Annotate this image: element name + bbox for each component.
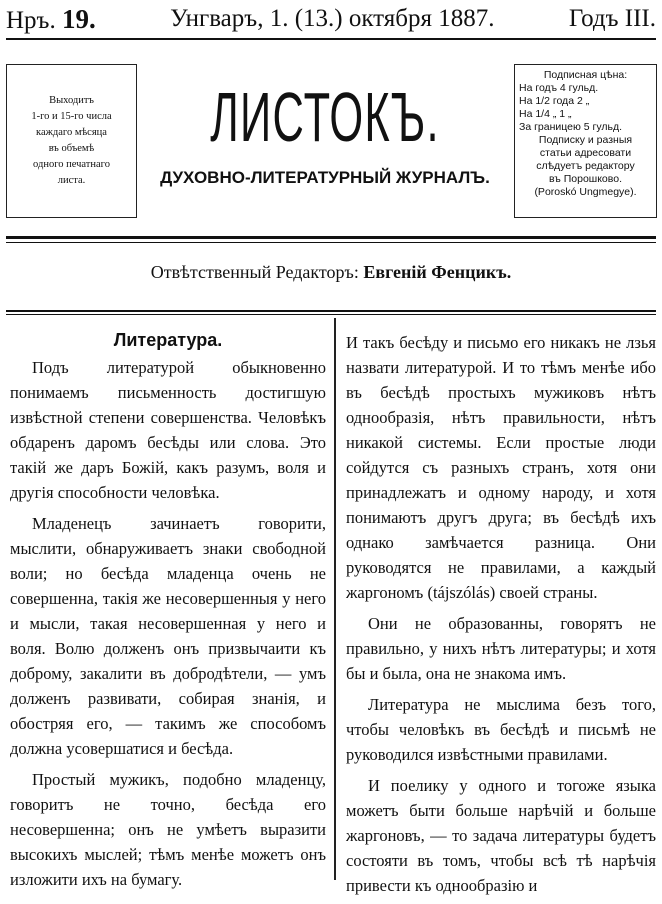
column-separator — [334, 318, 336, 880]
paragraph: Литература не мыслима безъ того, чтобы человѣкъ въ бесѣдѣ и письмѣ не руководился извѣстными правилами. — [346, 695, 656, 764]
paragraph: Они не образованны, говорятъ не правильно, у нихъ нѣтъ литературы; и хотя бы и была, она не знакома имъ. — [346, 614, 656, 683]
paragraph: Простый мужикъ, подобно младенцу, говоритъ не точно, бесѣда его несовершенна; онъ не умѣетъ выразити высокихъ мыслей; тѣмъ менѣе можетъ онъ изложити ихъ на бумагу. — [10, 770, 326, 889]
publication-info-box — [6, 64, 137, 218]
double-rule-top — [6, 236, 656, 239]
subscription-line: (Poroskó Ungmegye). — [534, 186, 637, 198]
subscription-line: Подписная цѣна: — [543, 69, 628, 81]
subscription-line: На 1/4 „ 1 „ — [519, 108, 572, 120]
double-rule-bottom — [6, 242, 656, 243]
editor-label: Отвѣтственный Редакторъ: — [150, 262, 359, 282]
subscription-line: На годъ 4 гульд. — [519, 82, 599, 94]
paragraph: И такъ бесѣду и письмо его никакъ не лзья назвати литературой. И то тѣмъ менѣе ибо въ бесѣдѣ простыхъ мужиковъ нѣтъ однообразія, нѣтъ правильности, нѣтъ никакой системы. Если простые люди сойдутся съ разныхъ странъ, хотя они принадлежатъ и одному народу, и хотя понимаютъ другъ друга; въ бесѣдѣ ихъ однако замѣчается разница. Они руководятся не правилами, а каждый жаргономъ (tájszólás) своей страны. — [346, 333, 656, 602]
editor-name: Евгеній Фенцикъ. — [363, 262, 512, 282]
paragraph: Подъ литературой обыкновенно понимаемъ письменность достигшую извѣстной степени совершенства. Человѣкъ обдаренъ даромъ бесѣды или слова. Это такій же даръ Божій, какъ разумъ, воля и другія способности человѣка. — [10, 358, 326, 502]
journal-subtitle: ДУХОВНО-ЛИТЕРАТУРНЫЙ ЖУРНАЛЪ. — [160, 168, 490, 187]
masthead-line — [6, 2, 656, 36]
article-heading: Литература. — [113, 330, 223, 350]
right-column — [346, 330, 656, 904]
subscription-line: Подписку и разныя — [538, 134, 633, 146]
info-line: каждаго мѣсяца — [36, 127, 107, 138]
issue-number: Нръ. 19. — [6, 3, 96, 34]
subscription-line: На 1/2 года 2 „ — [519, 95, 590, 107]
editor-line — [6, 262, 656, 283]
subscription-line: статьи адресовати — [539, 147, 632, 159]
paragraph: Младенецъ зачинаетъ говорити, мыслити, обнаруживаетъ знаки свободной воли; но бесѣда младенца очень не совершенна, такія же несовершенныя у него и мысли, такая несовершенная у него и воля. Волю долженъ онъ призвычаити къ доброму, закалити въ добродѣтели, — умъ долженъ развивати, собирая знанія, и обостряя его, — такимъ же способомъ должна усовершатися и бесѣда. — [10, 514, 326, 758]
subscription-line: въ Порошково. — [549, 173, 622, 185]
header-bottom-rule-thin — [6, 314, 656, 315]
subscription-line: слѣдуетъ редактору — [536, 160, 635, 172]
subscription-line: За границею 5 гульд. — [519, 121, 623, 133]
place-date: Унгваръ, 1. (13.) октября 1887. — [170, 5, 495, 32]
info-line: листа. — [57, 175, 86, 186]
subscription-box — [514, 64, 657, 218]
left-column — [10, 328, 326, 898]
year-label: Годъ III. — [568, 5, 656, 32]
info-line: 1-го и 15-го числа — [31, 111, 112, 122]
journal-title: ЛИСТОКЪ. — [210, 78, 440, 156]
paragraph: И поелику у одного и тогоже языка можетъ быти больше нарѣчій и больше жаргоновъ, — то задача литературы будетъ состояти въ томъ, чтобы всѣ тѣ нарѣчія привести къ однообразію и — [346, 776, 656, 895]
masthead-rule — [6, 38, 656, 40]
info-line: одного печатнаго — [33, 159, 110, 170]
info-line: въ объемѣ — [48, 143, 95, 154]
header-bottom-rule — [6, 310, 656, 312]
info-line: Выходитъ — [49, 95, 94, 106]
